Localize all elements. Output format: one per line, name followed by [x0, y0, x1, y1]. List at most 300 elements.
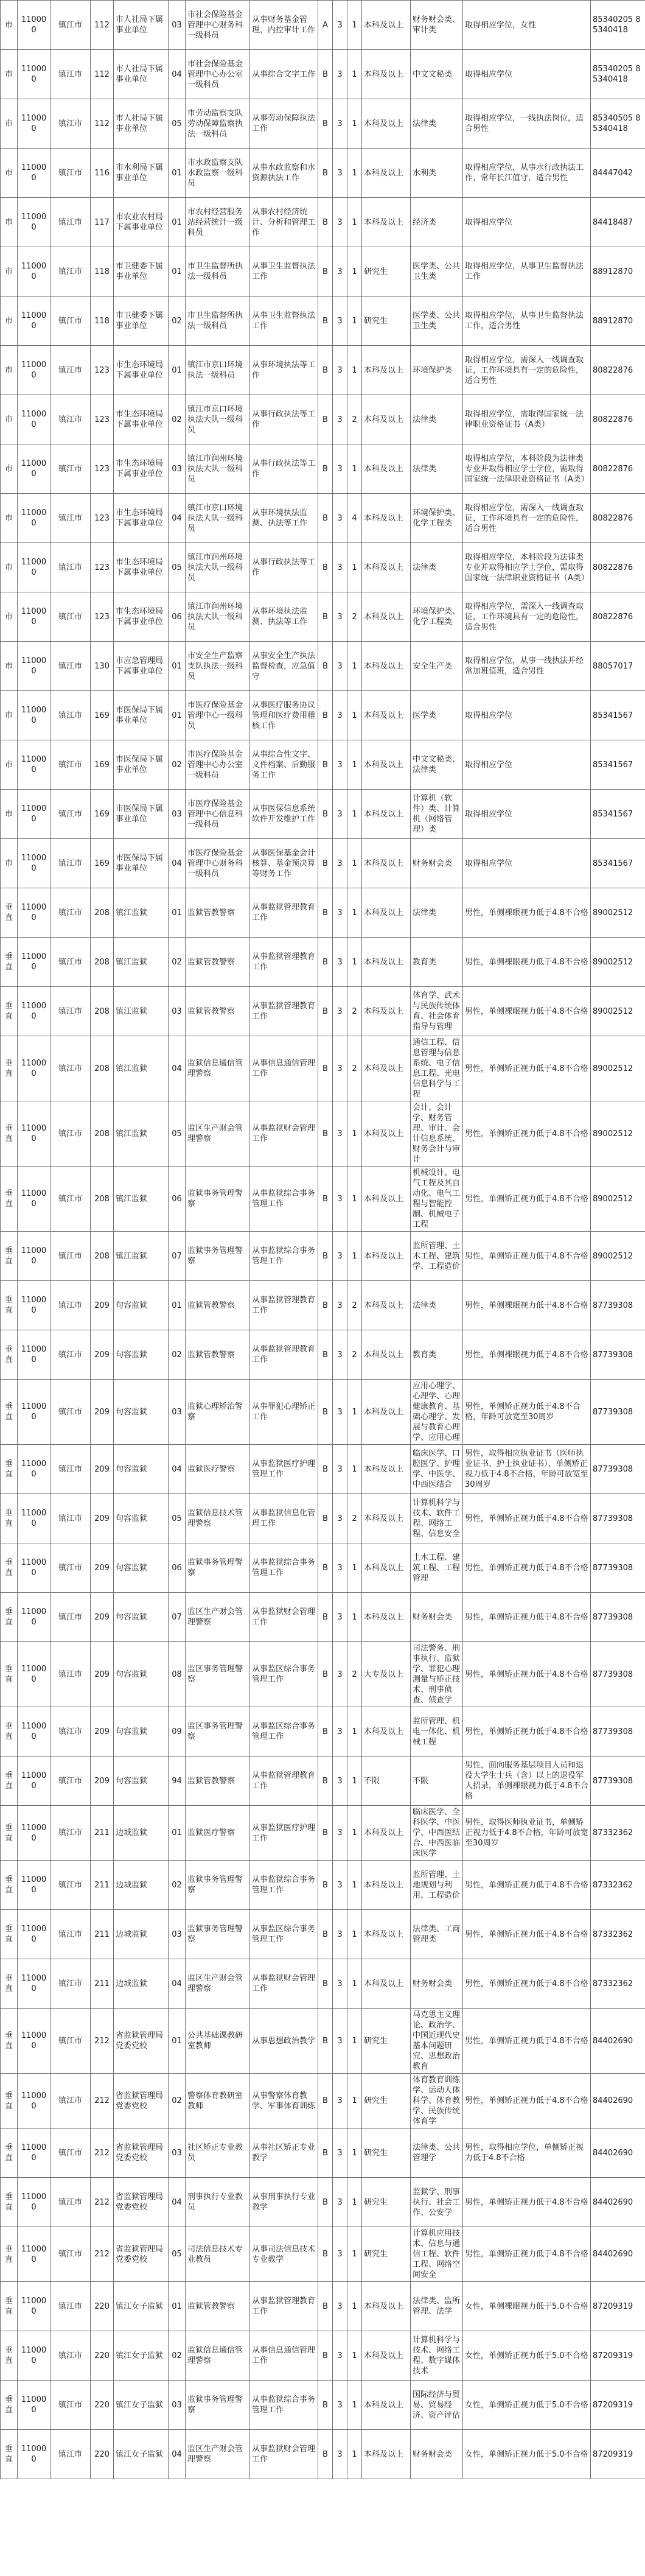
cell-dept-code: 209	[91, 1330, 114, 1380]
table-row	[1, 642, 645, 691]
cell-region-code: 110000	[18, 247, 51, 297]
cell-level: 垂直	[1, 987, 18, 1036]
cell-ratio: 3	[333, 1543, 347, 1593]
cell-post-name: 社区矫正专业教员	[186, 2129, 250, 2178]
cell-education: 研究生	[362, 247, 411, 297]
cell-exam-type: B	[318, 494, 333, 543]
cell-exam-type: B	[318, 1642, 333, 1707]
cell-other-requirements: 男性，单侧矫正视力低于4.8不合格	[463, 1861, 591, 1910]
cell-post-code: 01	[169, 198, 186, 247]
cell-dept-name: 镇江监狱	[114, 987, 169, 1036]
cell-dept-code: 208	[91, 1167, 114, 1232]
cell-region-code: 110000	[18, 592, 51, 642]
cell-other-requirements: 男性，单侧矫正视力低于4.8不合格	[463, 1101, 591, 1167]
cell-city: 镇江市	[51, 1167, 91, 1232]
cell-post-duty: 从事综合文字工作	[250, 50, 318, 99]
cell-city: 镇江市	[51, 1036, 91, 1101]
cell-level: 垂直	[1, 1494, 18, 1543]
cell-major: 体育教育训练学、运动人体科学、体育教学、民族传统体育学	[411, 2074, 463, 2129]
cell-post-name: 市医疗保险基金管理中心信息科一级科员	[186, 790, 250, 839]
cell-region-code: 110000	[18, 2381, 51, 2430]
cell-education: 本科及以上	[362, 2430, 411, 2479]
cell-post-duty: 从事监狱综合事务管理工作	[250, 1543, 318, 1593]
cell-post-name: 监狱管教警察	[186, 1330, 250, 1380]
cell-major: 财务财会类	[411, 2430, 463, 2479]
cell-region-code: 110000	[18, 1593, 51, 1642]
cell-region-code: 110000	[18, 50, 51, 99]
cell-city: 镇江市	[51, 1757, 91, 1806]
cell-dept-name: 句容监狱	[114, 1281, 169, 1330]
cell-post-duty: 从事监狱管理教育工作	[250, 2282, 318, 2331]
cell-major: 不限	[411, 1757, 463, 1806]
cell-major: 司法警务、刑事执行、监狱学、罪犯心理测量与矫正技术、刑事侦查、侦查学	[411, 1642, 463, 1707]
table-row	[1, 1707, 645, 1757]
cell-post-code: 04	[169, 1036, 186, 1101]
cell-level: 垂直	[1, 1910, 18, 1959]
cell-region-code: 110000	[18, 740, 51, 790]
cell-level: 垂直	[1, 1330, 18, 1380]
table-row	[1, 691, 645, 740]
cell-dept-name: 边城监狱	[114, 1959, 169, 2009]
cell-major: 安全生产类	[411, 642, 463, 691]
cell-post-code: 07	[169, 1232, 186, 1281]
cell-region-code: 110000	[18, 839, 51, 888]
cell-post-name: 镇江市京口环境执法大队一级科员	[186, 494, 250, 543]
cell-level: 垂直	[1, 1543, 18, 1593]
cell-level: 垂直	[1, 1445, 18, 1494]
cell-education: 本科及以上	[362, 1281, 411, 1330]
cell-education: 本科及以上	[362, 1494, 411, 1543]
cell-level: 垂直	[1, 1707, 18, 1757]
cell-region-code: 110000	[18, 642, 51, 691]
cell-post-duty: 从事医保基金会计核算、基金预决算等财务工作	[250, 839, 318, 888]
table-row	[1, 1593, 645, 1642]
cell-post-duty: 从事社区矫正专业教学	[250, 2129, 318, 2178]
cell-count: 1	[347, 1959, 362, 2009]
cell-post-name: 监狱管教警察	[186, 888, 250, 938]
cell-exam-type: B	[318, 1445, 333, 1494]
cell-major: 临床医学、全科医学、中医学、中西医结合、中西医临床医学	[411, 1806, 463, 1861]
cell-major: 经济类	[411, 198, 463, 247]
table-row	[1, 839, 645, 888]
cell-exam-type: B	[318, 2074, 333, 2129]
cell-ratio: 3	[333, 1494, 347, 1543]
cell-region-code: 110000	[18, 198, 51, 247]
cell-dept-code: 209	[91, 1445, 114, 1494]
cell-ratio: 3	[333, 642, 347, 691]
cell-post-name: 监区事务管理警察	[186, 1642, 250, 1707]
cell-level: 市	[1, 395, 18, 444]
cell-count: 1	[347, 938, 362, 987]
cell-region-code: 110000	[18, 1806, 51, 1861]
cell-region-code: 110000	[18, 494, 51, 543]
cell-dept-code: 123	[91, 543, 114, 592]
cell-city: 镇江市	[51, 1380, 91, 1445]
cell-post-duty: 从事监狱管理教育工作	[250, 1281, 318, 1330]
cell-post-duty: 从事卫生监督执法工作	[250, 297, 318, 346]
cell-other-requirements: 男性，单侧矫正视力低于4.8不合格	[463, 1642, 591, 1707]
cell-dept-code: 112	[91, 1, 114, 50]
cell-level: 垂直	[1, 1232, 18, 1281]
cell-exam-type: A	[318, 1, 333, 50]
cell-ratio: 3	[333, 790, 347, 839]
cell-count: 1	[347, 346, 362, 395]
cell-major: 中文文秘类	[411, 50, 463, 99]
cell-exam-type: B	[318, 395, 333, 444]
cell-exam-type: B	[318, 2282, 333, 2331]
cell-exam-type: B	[318, 198, 333, 247]
cell-education: 本科及以上	[362, 1593, 411, 1642]
cell-count: 1	[347, 691, 362, 740]
cell-ratio: 3	[333, 839, 347, 888]
cell-count: 2	[347, 592, 362, 642]
cell-region-code: 110000	[18, 2074, 51, 2129]
cell-region-code: 110000	[18, 888, 51, 938]
cell-ratio: 3	[333, 740, 347, 790]
cell-post-name: 监区生产财会管理警察	[186, 1593, 250, 1642]
cell-post-name: 监区生产财会管理警察	[186, 1101, 250, 1167]
cell-phone: 85340205 85340418	[591, 1, 645, 50]
cell-dept-code: 118	[91, 297, 114, 346]
cell-other-requirements: 男性，单侧矫正视力低于4.8不合格	[463, 1543, 591, 1593]
cell-phone: 87209319	[591, 2331, 645, 2381]
cell-dept-name: 市生态环境局下属事业单位	[114, 346, 169, 395]
cell-education: 本科及以上	[362, 592, 411, 642]
cell-count: 1	[347, 2009, 362, 2074]
cell-city: 镇江市	[51, 297, 91, 346]
cell-post-code: 06	[169, 592, 186, 642]
cell-post-code: 01	[169, 691, 186, 740]
cell-dept-code: 209	[91, 1494, 114, 1543]
cell-dept-code: 212	[91, 2074, 114, 2129]
cell-post-name: 市医疗保险基金管理中心一级科员	[186, 691, 250, 740]
table-row	[1, 395, 645, 444]
cell-post-duty: 从事监狱管理教育工作	[250, 987, 318, 1036]
cell-post-name: 监狱事务管理警察	[186, 1167, 250, 1232]
cell-dept-code: 208	[91, 1232, 114, 1281]
cell-count: 1	[347, 99, 362, 149]
cell-city: 镇江市	[51, 50, 91, 99]
cell-exam-type: B	[318, 1232, 333, 1281]
cell-city: 镇江市	[51, 2227, 91, 2282]
cell-major: 环境保护类、化学工程类	[411, 494, 463, 543]
cell-dept-name: 市人社局下属事业单位	[114, 50, 169, 99]
table-row	[1, 1036, 645, 1101]
cell-dept-name: 镇江监狱	[114, 1167, 169, 1232]
cell-dept-name: 市医保局下属事业单位	[114, 790, 169, 839]
cell-ratio: 3	[333, 938, 347, 987]
cell-post-code: 07	[169, 1593, 186, 1642]
cell-post-name: 监狱管教警察	[186, 938, 250, 987]
cell-phone: 84402690	[591, 2178, 645, 2227]
cell-exam-type: B	[318, 1380, 333, 1445]
cell-city: 镇江市	[51, 395, 91, 444]
cell-education: 本科及以上	[362, 1, 411, 50]
cell-count: 1	[347, 1445, 362, 1494]
cell-dept-code: 209	[91, 1707, 114, 1757]
cell-major: 法律类	[411, 1281, 463, 1330]
cell-dept-name: 市生态环境局下属事业单位	[114, 395, 169, 444]
cell-other-requirements: 取得相应学位，需深入一线调查取证，工作环境具有一定的危险性，适合男性	[463, 494, 591, 543]
cell-ratio: 3	[333, 2009, 347, 2074]
cell-dept-code: 116	[91, 149, 114, 198]
cell-post-code: 05	[169, 1494, 186, 1543]
cell-phone: 80822876	[591, 494, 645, 543]
cell-ratio: 3	[333, 198, 347, 247]
cell-post-code: 02	[169, 740, 186, 790]
cell-exam-type: B	[318, 1101, 333, 1167]
cell-level: 垂直	[1, 2178, 18, 2227]
cell-exam-type: B	[318, 642, 333, 691]
cell-dept-name: 镇江监狱	[114, 1232, 169, 1281]
cell-count: 1	[347, 1167, 362, 1232]
cell-major: 法律类、公共管理学	[411, 2129, 463, 2178]
cell-count: 2	[347, 987, 362, 1036]
cell-post-name: 市医疗保险基金管理中心办公室一级科员	[186, 740, 250, 790]
cell-exam-type: B	[318, 2381, 333, 2430]
cell-city: 镇江市	[51, 1330, 91, 1380]
cell-other-requirements: 取得相应学位，一线执法岗位，适合男性	[463, 99, 591, 149]
cell-level: 垂直	[1, 1036, 18, 1101]
cell-post-duty: 从事思想政治教学	[250, 2009, 318, 2074]
cell-major: 医学类、公共卫生类	[411, 297, 463, 346]
cell-count: 1	[347, 297, 362, 346]
cell-dept-name: 市卫健委下属事业单位	[114, 297, 169, 346]
cell-education: 本科及以上	[362, 691, 411, 740]
cell-city: 镇江市	[51, 494, 91, 543]
cell-major: 应用心理学、心理学、心理健康教育、基础心理学、发展与教育心理学、应用心理	[411, 1380, 463, 1445]
cell-city: 镇江市	[51, 1910, 91, 1959]
cell-education: 本科及以上	[362, 1445, 411, 1494]
cell-level: 垂直	[1, 2009, 18, 2074]
cell-exam-type: B	[318, 1707, 333, 1757]
cell-level: 垂直	[1, 1167, 18, 1232]
cell-education: 本科及以上	[362, 444, 411, 494]
cell-phone: 85341567	[591, 839, 645, 888]
cell-post-code: 04	[169, 50, 186, 99]
table-row	[1, 1959, 645, 2009]
cell-other-requirements: 取得相应学位，本科阶段为法律类专业并取得相应学士学位，需取得国家统一法律职业资格证书（A类）	[463, 444, 591, 494]
cell-city: 镇江市	[51, 1281, 91, 1330]
cell-ratio: 3	[333, 297, 347, 346]
cell-post-duty: 从事监狱综合事务管理工作	[250, 1861, 318, 1910]
cell-major: 医学类、公共卫生类	[411, 247, 463, 297]
cell-region-code: 110000	[18, 1910, 51, 1959]
cell-phone: 85341567	[591, 691, 645, 740]
cell-dept-name: 市生态环境局下属事业单位	[114, 494, 169, 543]
cell-count: 1	[347, 2331, 362, 2381]
cell-post-duty: 从事监狱财会管理工作	[250, 1101, 318, 1167]
cell-other-requirements: 男性，单侧矫正视力低于4.8不合格	[463, 2227, 591, 2282]
cell-exam-type: B	[318, 2178, 333, 2227]
cell-ratio: 3	[333, 592, 347, 642]
cell-dept-name: 镇江女子监狱	[114, 2430, 169, 2479]
cell-post-code: 09	[169, 1707, 186, 1757]
cell-phone: 87739308	[591, 1281, 645, 1330]
cell-count: 1	[347, 50, 362, 99]
cell-major: 财务财会类	[411, 1959, 463, 2009]
cell-city: 镇江市	[51, 444, 91, 494]
cell-post-code: 04	[169, 839, 186, 888]
cell-region-code: 110000	[18, 987, 51, 1036]
cell-region-code: 110000	[18, 1036, 51, 1101]
table-row	[1, 2227, 645, 2282]
cell-post-code: 04	[169, 2178, 186, 2227]
cell-education: 本科及以上	[362, 1543, 411, 1593]
cell-count: 2	[347, 1036, 362, 1101]
cell-major: 计算机科学与技术、软件工程、网络工程、信息安全	[411, 1494, 463, 1543]
cell-post-duty: 从事监狱综合事务管理工作	[250, 2381, 318, 2430]
cell-education: 本科及以上	[362, 1707, 411, 1757]
cell-level: 垂直	[1, 888, 18, 938]
cell-post-code: 01	[169, 247, 186, 297]
cell-other-requirements: 男性，单侧矫正视力低于4.8不合格	[463, 1593, 591, 1642]
cell-ratio: 3	[333, 987, 347, 1036]
cell-post-code: 03	[169, 444, 186, 494]
cell-ratio: 3	[333, 1959, 347, 2009]
cell-dept-code: 123	[91, 444, 114, 494]
cell-other-requirements: 男性，单侧裸眼视力低于4.8不合格	[463, 888, 591, 938]
cell-post-name: 市安全生产监察支队执法一级科员	[186, 642, 250, 691]
cell-dept-code: 220	[91, 2282, 114, 2331]
cell-post-name: 监狱事务管理警察	[186, 1861, 250, 1910]
cell-exam-type: B	[318, 2331, 333, 2381]
cell-city: 镇江市	[51, 346, 91, 395]
cell-post-code: 01	[169, 888, 186, 938]
cell-education: 本科及以上	[362, 1330, 411, 1380]
cell-city: 镇江市	[51, 1593, 91, 1642]
cell-major: 法律类、工商管理类	[411, 1910, 463, 1959]
cell-count: 1	[347, 1707, 362, 1757]
cell-level: 市	[1, 740, 18, 790]
cell-post-name: 镇江市润州环境执法大队一级科员	[186, 592, 250, 642]
cell-post-duty: 从事行政执法等工作	[250, 543, 318, 592]
cell-education: 本科及以上	[362, 50, 411, 99]
cell-level: 市	[1, 691, 18, 740]
cell-major: 监所管理、土地规划与利用、工程造价	[411, 1861, 463, 1910]
cell-dept-code: 169	[91, 740, 114, 790]
cell-other-requirements: 男性，单侧矫正视力低于4.8不合格	[463, 1959, 591, 2009]
cell-education: 不限	[362, 1757, 411, 1806]
cell-ratio: 3	[333, 444, 347, 494]
cell-dept-name: 市卫健委下属事业单位	[114, 247, 169, 297]
cell-post-name: 市卫生监督所执法一级科员	[186, 247, 250, 297]
cell-post-name: 市社会保险基金管理中心办公室一级科员	[186, 50, 250, 99]
cell-post-duty: 从事信息通信管理工作	[250, 2331, 318, 2381]
cell-other-requirements: 取得相应学位，需深入一线调查取证，工作环境具有一定的危险性，适合男性	[463, 346, 591, 395]
cell-ratio: 3	[333, 691, 347, 740]
table-row	[1, 1861, 645, 1910]
cell-phone: 84402690	[591, 2129, 645, 2178]
cell-phone: 87739308	[591, 1380, 645, 1445]
cell-post-code: 03	[169, 2381, 186, 2430]
cell-major: 法律类、监所管理、法学	[411, 2282, 463, 2331]
cell-count: 1	[347, 1543, 362, 1593]
cell-education: 本科及以上	[362, 642, 411, 691]
cell-post-duty: 从事信息通信管理工作	[250, 1036, 318, 1101]
cell-dept-name: 句容监狱	[114, 1757, 169, 1806]
cell-major: 计算机科学与技术、网络工程、数字媒体技术	[411, 2331, 463, 2381]
cell-major: 国际经济与贸易、贸易经济、资产评估	[411, 2381, 463, 2430]
cell-level: 垂直	[1, 1281, 18, 1330]
cell-education: 本科及以上	[362, 1806, 411, 1861]
cell-other-requirements: 取得相应学位	[463, 839, 591, 888]
table-row	[1, 2009, 645, 2074]
cell-ratio: 3	[333, 2178, 347, 2227]
cell-dept-name: 镇江女子监狱	[114, 2381, 169, 2430]
cell-post-name: 监狱管教警察	[186, 987, 250, 1036]
cell-post-name: 镇江市润州环境执法大队一级科员	[186, 444, 250, 494]
cell-region-code: 110000	[18, 1167, 51, 1232]
cell-phone: 87739308	[591, 1707, 645, 1757]
cell-ratio: 3	[333, 2129, 347, 2178]
cell-ratio: 3	[333, 1861, 347, 1910]
cell-region-code: 110000	[18, 1445, 51, 1494]
cell-dept-code: 209	[91, 1757, 114, 1806]
cell-post-name: 市农村经营服务站经营统计一级科员	[186, 198, 250, 247]
cell-other-requirements: 男性，单侧矫正视力低于4.8不合格	[463, 1494, 591, 1543]
cell-ratio: 3	[333, 149, 347, 198]
cell-city: 镇江市	[51, 2074, 91, 2129]
cell-city: 镇江市	[51, 2331, 91, 2381]
cell-count: 2	[347, 1494, 362, 1543]
cell-major: 法律类	[411, 888, 463, 938]
cell-dept-code: 118	[91, 247, 114, 297]
cell-post-duty: 从事监区综合事务管理工作	[250, 1910, 318, 1959]
cell-city: 镇江市	[51, 1642, 91, 1707]
cell-other-requirements: 取得相应学位	[463, 50, 591, 99]
cell-other-requirements: 男性，单侧矫正视力低于4.8不合格，年龄可放宽至30周岁	[463, 1380, 591, 1445]
cell-dept-code: 211	[91, 1959, 114, 2009]
cell-ratio: 3	[333, 2227, 347, 2282]
cell-count: 1	[347, 888, 362, 938]
cell-ratio: 3	[333, 395, 347, 444]
cell-other-requirements: 男性，单侧裸眼视力低于4.8不合格	[463, 987, 591, 1036]
cell-city: 镇江市	[51, 1445, 91, 1494]
cell-dept-name: 市人社局下属事业单位	[114, 99, 169, 149]
cell-exam-type: B	[318, 1959, 333, 2009]
cell-ratio: 3	[333, 543, 347, 592]
cell-post-code: 04	[169, 1959, 186, 2009]
cell-major: 计算机（软件）类、计算机（网络管理）类	[411, 790, 463, 839]
cell-dept-code: 112	[91, 50, 114, 99]
cell-post-duty: 从事水政监察和水资源执法工作	[250, 149, 318, 198]
cell-city: 镇江市	[51, 149, 91, 198]
cell-dept-code: 208	[91, 1101, 114, 1167]
cell-post-name: 市医疗保险基金管理中心财务科一级科员	[186, 839, 250, 888]
cell-count: 1	[347, 1910, 362, 1959]
cell-other-requirements: 取得相应学位，需取得国家统一法律职业资格证书（A类）	[463, 395, 591, 444]
cell-education: 本科及以上	[362, 1910, 411, 1959]
cell-post-name: 刑事执行专业教员	[186, 2178, 250, 2227]
cell-count: 1	[347, 2381, 362, 2430]
cell-post-name: 监狱事务管理警察	[186, 1232, 250, 1281]
cell-dept-name: 省监狱管理局党委党校	[114, 2227, 169, 2282]
cell-dept-name: 镇江女子监狱	[114, 2331, 169, 2381]
cell-education: 本科及以上	[362, 395, 411, 444]
cell-post-code: 02	[169, 938, 186, 987]
cell-count: 1	[347, 1, 362, 50]
cell-region-code: 110000	[18, 2178, 51, 2227]
cell-city: 镇江市	[51, 888, 91, 938]
cell-post-code: 05	[169, 2227, 186, 2282]
cell-dept-code: 209	[91, 1281, 114, 1330]
cell-region-code: 110000	[18, 691, 51, 740]
cell-other-requirements: 男性，单侧矫正视力低于4.8不合格	[463, 2178, 591, 2227]
cell-ratio: 3	[333, 2430, 347, 2479]
table-row	[1, 1806, 645, 1861]
cell-phone: 88912870	[591, 247, 645, 297]
